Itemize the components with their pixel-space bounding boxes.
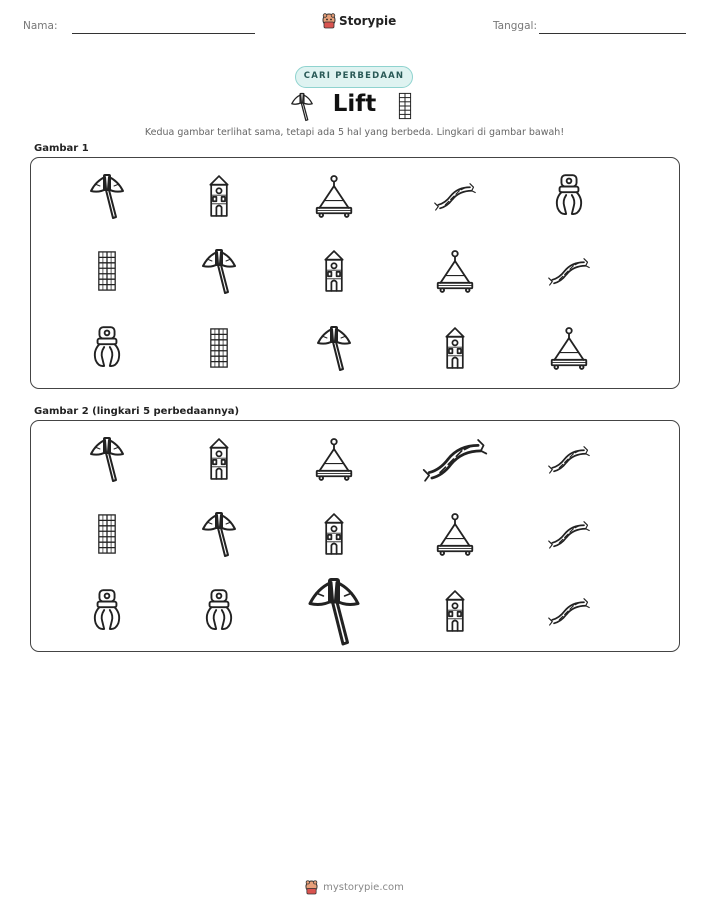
rope-icon[interactable] xyxy=(547,255,591,287)
building-icon xyxy=(397,92,413,120)
name-line[interactable] xyxy=(72,33,255,34)
tower-icon[interactable] xyxy=(206,436,232,482)
instructions-text: Kedua gambar terlihat sama, tetapi ada 5 hal yang berbeda. Lingkari di gambar bawah! xyxy=(144,127,565,138)
section2-label: Gambar 2 (lingkari 5 perbedaannya) xyxy=(34,406,240,417)
rope-icon[interactable] xyxy=(547,443,591,475)
name-label: Nama: xyxy=(23,20,58,32)
storypie-mascot-icon xyxy=(305,880,318,895)
date-line[interactable] xyxy=(539,33,686,34)
tower-icon[interactable] xyxy=(442,325,468,371)
axe-icon[interactable] xyxy=(199,246,239,296)
lift-platform-icon[interactable] xyxy=(314,172,354,220)
brand-logo xyxy=(322,13,396,29)
date-label: Tanggal: xyxy=(493,20,537,32)
claw-icon[interactable] xyxy=(90,324,124,372)
picture2-panel[interactable] xyxy=(30,420,680,652)
lift-platform-icon[interactable] xyxy=(314,435,354,483)
tower-icon[interactable] xyxy=(206,173,232,219)
tower-icon[interactable] xyxy=(321,248,347,294)
axe-icon[interactable] xyxy=(199,509,239,559)
axe-icon[interactable] xyxy=(87,171,127,221)
tower-icon[interactable] xyxy=(442,588,468,634)
storypie-mascot-icon xyxy=(322,13,336,29)
axe-large-icon[interactable] xyxy=(304,573,364,649)
building-icon[interactable] xyxy=(209,326,229,370)
axe-icon[interactable] xyxy=(87,434,127,484)
picture1-panel[interactable] xyxy=(30,157,680,389)
claw-icon[interactable] xyxy=(90,587,124,635)
brand-name: Storypie xyxy=(339,14,397,28)
rope-icon[interactable] xyxy=(433,180,477,212)
lift-platform-icon[interactable] xyxy=(549,324,589,372)
page-title: Lift xyxy=(332,91,377,117)
building-icon[interactable] xyxy=(97,512,117,556)
axe-icon[interactable] xyxy=(314,323,354,373)
rope-icon[interactable] xyxy=(547,518,591,550)
tower-icon[interactable] xyxy=(321,511,347,557)
rope-large-icon[interactable] xyxy=(421,434,489,484)
activity-badge: CARI PERBEDAAN xyxy=(295,66,413,88)
building-icon[interactable] xyxy=(97,249,117,293)
claw-icon[interactable] xyxy=(552,172,586,220)
lift-platform-icon[interactable] xyxy=(435,247,475,295)
lift-platform-icon[interactable] xyxy=(435,510,475,558)
rope-icon[interactable] xyxy=(547,595,591,627)
section1-label: Gambar 1 xyxy=(34,143,89,154)
footer xyxy=(0,880,709,895)
footer-url[interactable]: mystorypie.com xyxy=(323,882,404,893)
claw-icon[interactable] xyxy=(202,587,236,635)
